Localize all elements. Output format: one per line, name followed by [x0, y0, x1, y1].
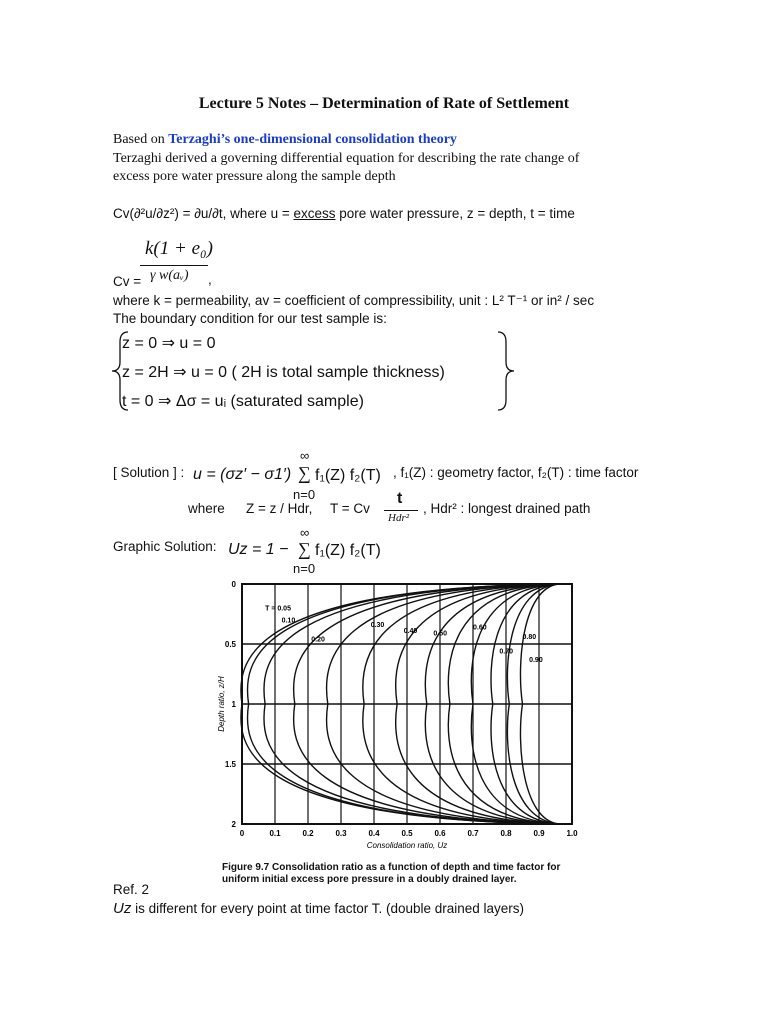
x-tick-label: 0.8 [500, 829, 512, 838]
curve-label: 0.70 [499, 648, 514, 656]
curve-label: 0.30 [370, 622, 385, 630]
boundary-row-2: z = 2H ⇒ u = 0 ( 2H is total sample thickness) [122, 364, 445, 381]
excess-word: excess [293, 206, 336, 221]
boundary-row-1: z = 0 ⇒ u = 0 [122, 335, 216, 352]
curve-label: 0.20 [311, 636, 325, 644]
t-denominator: Hdr² [388, 512, 410, 524]
boundary-intro: The boundary condition for our test sample is: [113, 311, 387, 326]
x-tick-label: 0 [239, 829, 245, 838]
x-axis-label: Consolidation ratio, Uz [366, 841, 448, 850]
cv-denominator: γ w(aᵥ) [150, 268, 189, 283]
cv-label: Cv = [113, 274, 142, 289]
graphic-sum-top: ∞ [300, 525, 310, 540]
solution-sum-bottom: n=0 [293, 487, 316, 502]
page-title: Lecture 5 Notes – Determination of Rate of Settlement [198, 95, 570, 112]
solution-sum-sign: ∑ [298, 463, 311, 483]
x-tick-label: 0.3 [335, 829, 347, 838]
footer-text: is different for every point at time factor T. (double drained layers) [131, 901, 525, 916]
solution-note: , f₁(Z) : geometry factor, f₂(T) : time factor [393, 465, 639, 480]
curve-label: T = 0.05 [265, 605, 291, 613]
intro-line-theory [113, 131, 457, 149]
based-on-text: Based on [113, 132, 169, 147]
cv-fraction-line [140, 265, 208, 266]
curve-label: 0.90 [529, 657, 543, 664]
right-brace [490, 328, 520, 414]
graphic-lhs: Uz = 1 − [228, 541, 289, 558]
where-suffix: pore water pressure, z = depth, t = time [335, 206, 575, 221]
x-tick-label: 0.1 [269, 829, 281, 838]
consolidation-chart [210, 572, 590, 862]
solution-terms: f₁(Z) f₂(T) [315, 467, 381, 484]
z-definition: Z = z / Hdr, [246, 501, 313, 516]
solution-lhs: u = (σz′ − σ1′) [193, 466, 292, 483]
y-tick-label: 2 [231, 820, 236, 829]
x-tick-label: 0.6 [434, 829, 446, 838]
footer-line [113, 900, 524, 917]
governing-equation-line [113, 206, 575, 221]
x-tick-label: 0.4 [368, 829, 380, 838]
curve-label: 0.40 [403, 628, 418, 636]
curve-label: 0.10 [281, 617, 296, 625]
hdr-note: , Hdr² : longest drained path [423, 501, 591, 516]
solution-sum-top: ∞ [300, 448, 310, 463]
x-tick-label: 0.7 [467, 829, 479, 838]
t-definition: T = Cv [330, 501, 370, 516]
y-tick-label: 0 [231, 580, 236, 589]
t-numerator: t [397, 490, 403, 507]
y-axis-label: Depth ratio, z/H [217, 676, 226, 732]
t-fraction-line [384, 510, 418, 511]
y-tick-label: 1.5 [224, 760, 236, 769]
cv-comma: , [208, 272, 212, 287]
reference: Ref. 2 [113, 882, 150, 897]
cv-where-line: where k = permeability, av = coefficient of compressibility, unit : L² T⁻¹ or in² / sec [113, 293, 595, 308]
x-tick-label: 0.2 [302, 829, 314, 838]
where-prefix: , where u = [222, 206, 294, 221]
intro-line-2: excess pore water pressure along the sample depth [113, 169, 396, 184]
where-label: where [188, 501, 225, 516]
y-tick-label: 0.5 [224, 640, 236, 649]
theory-name: Terzaghi’s one-dimensional consolidation theory [168, 132, 457, 147]
graphic-terms: f₁(Z) f₂(T) [315, 542, 381, 559]
footer-uz: Uz [113, 900, 132, 917]
x-tick-label: 1.0 [566, 829, 578, 838]
y-tick-label: 1 [231, 700, 236, 709]
graphic-sum-bottom: n=0 [293, 561, 316, 576]
curve-label: 0.80 [522, 634, 537, 642]
curve-label: 0.60 [473, 624, 487, 632]
x-tick-label: 0.9 [533, 829, 545, 838]
graphic-sum-sign: ∑ [298, 539, 311, 559]
curve-label: 0.50 [433, 630, 448, 638]
governing-equation: Cv(∂²u/∂z²) = ∂u/∂t [113, 206, 223, 221]
boundary-row-3: t = 0 ⇒ Δσ = uᵢ (saturated sample) [122, 393, 364, 410]
figure-caption: Figure 9.7 Consolidation ratio as a function of depth and time factor for uniform initial excess pore pressure in a doubly drained layer. [222, 862, 561, 885]
intro-line-1: Terzaghi derived a governing differential equation for describing the rate change of [113, 151, 580, 166]
x-tick-label: 0.5 [401, 829, 413, 838]
graphic-label: Graphic Solution: [113, 539, 217, 554]
solution-label: [ Solution ] : [113, 465, 185, 480]
cv-numerator: k(1 + e₀) [145, 238, 213, 259]
